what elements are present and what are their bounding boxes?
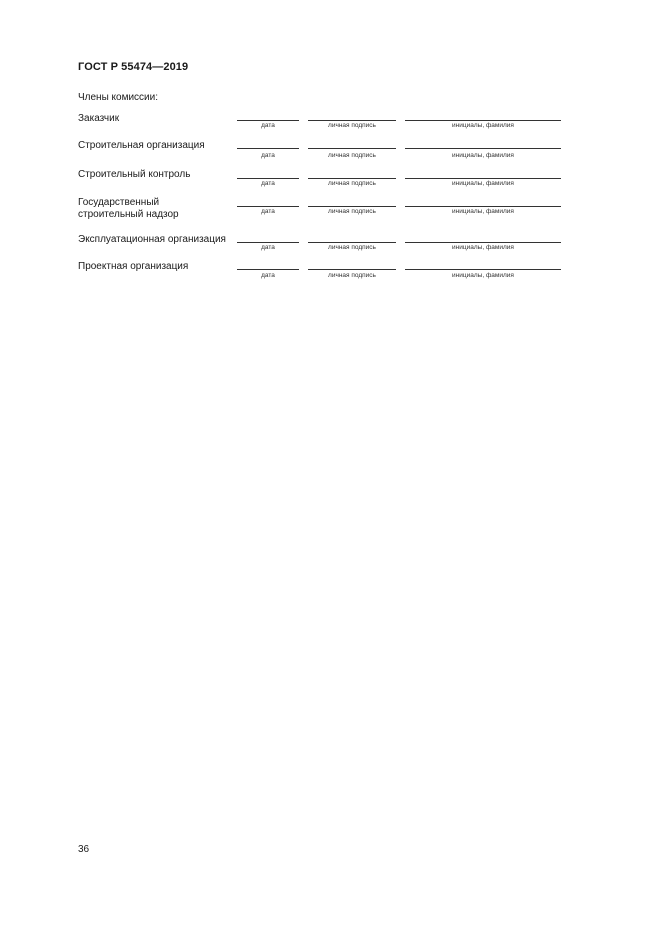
- signature-line: [308, 148, 396, 149]
- role-label-line2: строительный надзор: [78, 209, 179, 220]
- date-line: [237, 206, 299, 207]
- section-title: Члены комиссии:: [78, 92, 159, 103]
- date-caption: дата: [261, 152, 275, 159]
- name-caption: инициалы, фамилия: [452, 208, 514, 215]
- date-line: [237, 242, 299, 243]
- date-line: [237, 178, 299, 179]
- name-caption: инициалы, фамилия: [452, 244, 514, 251]
- signature-caption: личная подпись: [328, 208, 376, 215]
- signature-caption: личная подпись: [328, 180, 376, 187]
- signature-line: [308, 206, 396, 207]
- name-line: [405, 242, 561, 243]
- signature-caption: личная подпись: [328, 122, 376, 129]
- role-label: Строительный контроль: [78, 169, 191, 180]
- date-caption: дата: [261, 180, 275, 187]
- date-caption: дата: [261, 272, 275, 279]
- name-caption: инициалы, фамилия: [452, 180, 514, 187]
- role-label: Заказчик: [78, 113, 120, 124]
- name-line: [405, 206, 561, 207]
- name-line: [405, 269, 561, 270]
- date-caption: дата: [261, 244, 275, 251]
- date-caption: дата: [261, 122, 275, 129]
- name-caption: инициалы, фамилия: [452, 272, 514, 279]
- signature-caption: личная подпись: [328, 244, 376, 251]
- name-line: [405, 120, 561, 121]
- name-caption: инициалы, фамилия: [452, 152, 514, 159]
- role-label-line1: Государственный: [78, 197, 160, 208]
- page-number: 36: [78, 844, 90, 855]
- date-line: [237, 269, 299, 270]
- role-label: Проектная организация: [78, 261, 189, 272]
- date-caption: дата: [261, 208, 275, 215]
- name-caption: инициалы, фамилия: [452, 122, 514, 129]
- signature-line: [308, 269, 396, 270]
- document-header: ГОСТ Р 55474—2019: [78, 61, 189, 73]
- signature-caption: личная подпись: [328, 152, 376, 159]
- role-label: Строительная организация: [78, 140, 205, 151]
- signature-line: [308, 242, 396, 243]
- signature-line: [308, 120, 396, 121]
- name-line: [405, 178, 561, 179]
- date-line: [237, 120, 299, 121]
- signature-caption: личная подпись: [328, 272, 376, 279]
- role-label: Эксплуатационная организация: [78, 234, 226, 245]
- name-line: [405, 148, 561, 149]
- date-line: [237, 148, 299, 149]
- signature-line: [308, 178, 396, 179]
